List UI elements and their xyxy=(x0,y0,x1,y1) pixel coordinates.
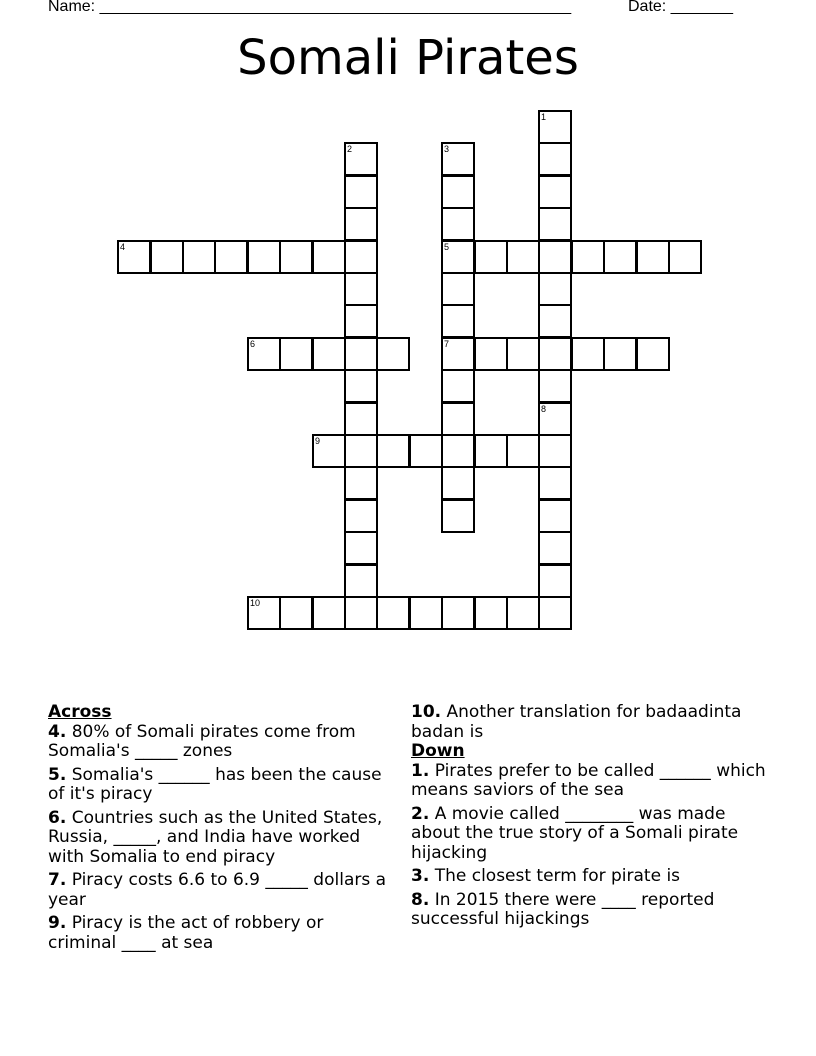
grid-cell[interactable] xyxy=(506,596,540,630)
grid-cell[interactable] xyxy=(538,596,572,630)
grid-cell[interactable] xyxy=(441,207,475,241)
grid-cell[interactable] xyxy=(538,499,572,533)
across-clue xyxy=(48,809,393,868)
grid-cell[interactable] xyxy=(538,564,572,598)
grid-cell[interactable] xyxy=(538,207,572,241)
grid-cell[interactable] xyxy=(279,596,313,630)
cell-number: 4 xyxy=(120,242,126,252)
grid-cell[interactable] xyxy=(538,304,572,338)
grid-cell[interactable] xyxy=(441,402,475,436)
cell-number: 9 xyxy=(315,436,321,446)
cell-number: 7 xyxy=(444,339,450,349)
grid-cell[interactable] xyxy=(474,434,508,468)
grid-cell[interactable] xyxy=(150,240,184,274)
puzzle-title: Somali Pirates xyxy=(237,30,579,86)
grid-cell[interactable] xyxy=(344,531,378,565)
grid-cell[interactable] xyxy=(344,369,378,403)
across-clue-list xyxy=(48,723,393,954)
across-clue xyxy=(48,723,393,762)
grid-cell[interactable] xyxy=(538,240,572,274)
grid-cell[interactable] xyxy=(441,369,475,403)
clue-text: A movie called ________ was made about the true story of a Somali pirate hijacking xyxy=(411,803,739,863)
clue-text: Pirates prefer to be called ______ which means saviors of the sea xyxy=(411,760,766,800)
grid-cell[interactable] xyxy=(247,596,281,630)
grid-cell[interactable] xyxy=(247,240,281,274)
clues-column-right xyxy=(411,703,776,934)
grid-cell[interactable] xyxy=(182,240,216,274)
grid-cell[interactable] xyxy=(538,369,572,403)
clue-number: 4. xyxy=(48,721,67,742)
grid-cell[interactable] xyxy=(312,240,346,274)
grid-cell[interactable] xyxy=(344,434,378,468)
grid-cell[interactable] xyxy=(312,434,346,468)
across-clue xyxy=(48,871,393,910)
grid-cell[interactable] xyxy=(474,337,508,371)
grid-cell[interactable] xyxy=(441,240,475,274)
clue-text: Countries such as the United States, Russia, _____, and India have worked with Somalia to end piracy xyxy=(48,807,383,867)
across-clue xyxy=(411,703,776,742)
clue-number: 8. xyxy=(411,889,430,910)
across-clue xyxy=(48,766,393,805)
clue-text: Another translation for badaadinta badan is xyxy=(411,702,742,742)
grid-cell[interactable] xyxy=(344,142,378,176)
clue-number: 10. xyxy=(411,702,442,722)
date-field[interactable]: Date: _______ xyxy=(628,0,733,15)
grid-cell[interactable] xyxy=(474,596,508,630)
grid-cell[interactable] xyxy=(603,337,637,371)
cell-number: 6 xyxy=(250,339,256,349)
grid-cell[interactable] xyxy=(441,142,475,176)
down-clue xyxy=(411,867,776,887)
cell-number: 2 xyxy=(347,144,353,154)
cell-number: 8 xyxy=(541,404,547,414)
grid-cell[interactable] xyxy=(344,304,378,338)
grid-cell[interactable] xyxy=(344,466,378,500)
grid-cell[interactable] xyxy=(538,142,572,176)
worksheet-header xyxy=(48,0,768,20)
down-heading: Down xyxy=(411,741,465,761)
grid-cell[interactable] xyxy=(344,564,378,598)
clue-text: Somalia's ______ has been the cause of it's piracy xyxy=(48,764,382,804)
cell-number: 1 xyxy=(541,112,547,122)
grid-cell[interactable] xyxy=(344,240,378,274)
clue-number: 6. xyxy=(48,807,67,828)
across-clue xyxy=(48,914,393,953)
grid-cell[interactable] xyxy=(538,402,572,436)
across-heading: Across xyxy=(48,702,112,722)
down-clue xyxy=(411,762,776,801)
grid-cell[interactable] xyxy=(538,337,572,371)
name-field[interactable]: Name: _____________________________________________________ xyxy=(48,0,572,15)
grid-cell[interactable] xyxy=(376,337,410,371)
grid-cell[interactable] xyxy=(603,240,637,274)
clues-column-left xyxy=(48,703,393,957)
grid-cell[interactable] xyxy=(668,240,702,274)
grid-cell[interactable] xyxy=(538,466,572,500)
grid-cell[interactable] xyxy=(538,531,572,565)
grid-cell[interactable] xyxy=(571,240,605,274)
grid-cell[interactable] xyxy=(636,240,670,274)
grid-cell[interactable] xyxy=(538,110,572,144)
clue-text: Piracy costs 6.6 to 6.9 _____ dollars a year xyxy=(48,870,387,910)
grid-cell[interactable] xyxy=(279,240,313,274)
cell-number: 3 xyxy=(444,144,450,154)
grid-cell[interactable] xyxy=(441,499,475,533)
grid-cell[interactable] xyxy=(117,240,151,274)
clue-number: 3. xyxy=(411,866,430,886)
down-clue xyxy=(411,891,776,930)
grid-cell[interactable] xyxy=(636,337,670,371)
grid-cell[interactable] xyxy=(344,402,378,436)
clue-number: 9. xyxy=(48,913,67,933)
clue-text: Piracy is the act of robbery or criminal ____ at sea xyxy=(48,913,324,953)
cell-number: 10 xyxy=(250,598,261,608)
grid-cell[interactable] xyxy=(312,337,346,371)
grid-cell[interactable] xyxy=(441,466,475,500)
grid-cell[interactable] xyxy=(571,337,605,371)
clue-number: 5. xyxy=(48,764,67,785)
grid-cell[interactable] xyxy=(376,596,410,630)
grid-cell[interactable] xyxy=(441,304,475,338)
grid-cell[interactable] xyxy=(247,337,281,371)
grid-cell[interactable] xyxy=(344,596,378,630)
grid-cell[interactable] xyxy=(441,434,475,468)
grid-cell[interactable] xyxy=(409,434,443,468)
cell-number: 5 xyxy=(444,242,450,252)
grid-cell[interactable] xyxy=(506,240,540,274)
grid-cell[interactable] xyxy=(409,596,443,630)
grid-cell[interactable] xyxy=(441,175,475,209)
grid-cell[interactable] xyxy=(279,337,313,371)
clue-text: In 2015 there were ____ reported successful hijackings xyxy=(411,889,715,929)
grid-cell[interactable] xyxy=(344,337,378,371)
clue-number: 1. xyxy=(411,760,430,781)
clue-text: 80% of Somali pirates come from Somalia's _____ zones xyxy=(48,721,356,761)
grid-cell[interactable] xyxy=(441,337,475,371)
grid-cell[interactable] xyxy=(506,337,540,371)
grid-cell[interactable] xyxy=(474,240,508,274)
grid-cell[interactable] xyxy=(538,175,572,209)
down-clue-list xyxy=(411,762,776,930)
grid-cell[interactable] xyxy=(506,434,540,468)
grid-cell[interactable] xyxy=(344,207,378,241)
grid-cell[interactable] xyxy=(376,434,410,468)
grid-cell[interactable] xyxy=(344,272,378,306)
grid-cell[interactable] xyxy=(214,240,248,274)
grid-cell[interactable] xyxy=(441,596,475,630)
grid-cell[interactable] xyxy=(538,272,572,306)
clue-text: The closest term for pirate is xyxy=(429,866,681,886)
clue-number: 7. xyxy=(48,870,67,890)
clue-number: 2. xyxy=(411,803,430,824)
grid-cell[interactable] xyxy=(312,596,346,630)
grid-cell[interactable] xyxy=(441,272,475,306)
grid-cell[interactable] xyxy=(344,499,378,533)
grid-cell[interactable] xyxy=(538,434,572,468)
grid-cell[interactable] xyxy=(344,175,378,209)
down-clue xyxy=(411,805,776,864)
